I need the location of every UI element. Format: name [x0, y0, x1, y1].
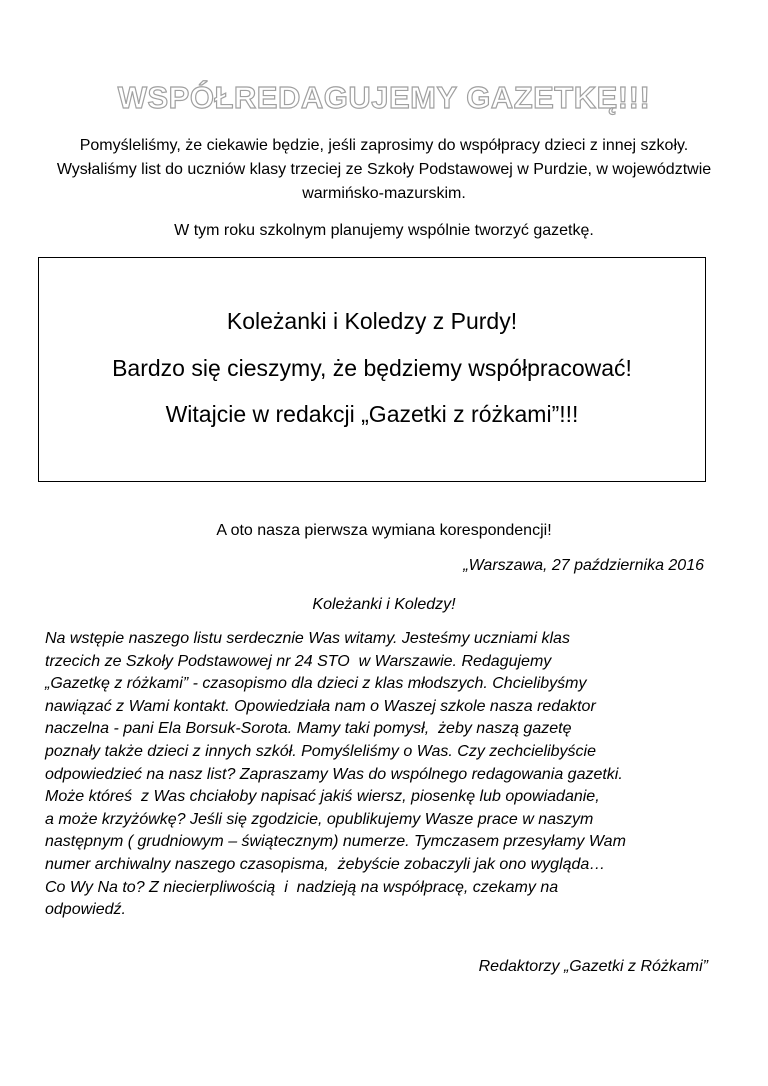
letter-body-line: numer archiwalny naszego czasopisma, żebyście zobaczyli jak ono wygląda…: [45, 855, 606, 873]
letter-body-line: Może któreś z Was chciałoby napisać jakiś wiersz, piosenkę lub opowiadanie,: [45, 788, 600, 806]
plan-paragraph: W tym roku szkolnym planujemy wspólnie tworzyć gazetkę.: [174, 222, 594, 239]
letter-body-line: trzecich ze Szkoły Podstawowej nr 24 STO w Warszawie. Redagujemy: [45, 652, 552, 670]
letter-body-line: odpowiedź.: [45, 901, 126, 919]
greeting-line-3: Witajcie w redakcji „Gazetki z różkami”!!!: [165, 401, 579, 427]
letter-body-line: następnym ( grudniowym – świątecznym) numerze. Tymczasem przesyłamy Wam: [45, 833, 626, 851]
letter-body: [45, 628, 745, 922]
intro-paragraph: Pomyśleliśmy, że ciekawie będzie, jeśli zaprosimy do współpracy dzieci z innej szkoły. Wysłaliśmy list do uczniów klasy trzeciej ze Szkoły Podstawowej w Purdzie, w województwie warmińsko-mazurskim.: [56, 137, 712, 202]
greeting-box: [38, 257, 706, 482]
letter-body-line: poznały także dzieci z innych szkół. Pomyśleliśmy o Was. Czy zechcielibyście: [45, 742, 597, 760]
page-title: WSPÓŁREDAGUJEMY GAZETKĘ!!!: [117, 80, 651, 115]
letter-body-line: „Gazetkę z różkami” - czasopismo dla dzieci z klas młodszych. Chcielibyśmy: [45, 675, 587, 693]
letter-body-line: Co Wy Na to? Z niecierpliwością i nadzieją na współpracę, czekamy na: [45, 878, 559, 896]
letter-body-line: odpowiedzieć na nasz list? Zapraszamy Was do wspólnego redagowania gazetki.: [45, 765, 623, 783]
letter-body-line: nawiązać z Wami kontakt. Opowiedziała nam o Waszej szkole nasza redaktor: [45, 697, 596, 715]
greeting-line-2: Bardzo się cieszymy, że będziemy współpracować!: [112, 355, 632, 381]
letter-body-line: a może krzyżówkę? Jeśli się zgodzicie, opublikujemy Wasze prace w naszym: [45, 810, 594, 828]
exchange-intro: A oto nasza pierwsza wymiana korespondencji!: [216, 522, 552, 539]
letter-date: „Warszawa, 27 października 2016: [463, 557, 704, 574]
letter-salutation: Koleżanki i Koledzy!: [312, 596, 456, 613]
letter-body-line: naczelna - pani Ela Borsuk-Sorota. Mamy taki pomysł, żeby naszą gazetę: [45, 720, 572, 738]
greeting-line-1: Koleżanki i Koledzy z Purdy!: [226, 308, 518, 334]
letter-signature: Redaktorzy „Gazetki z Różkami”: [478, 958, 708, 975]
letter-body-line: Na wstępie naszego listu serdecznie Was witamy. Jesteśmy uczniami klas: [45, 630, 570, 647]
